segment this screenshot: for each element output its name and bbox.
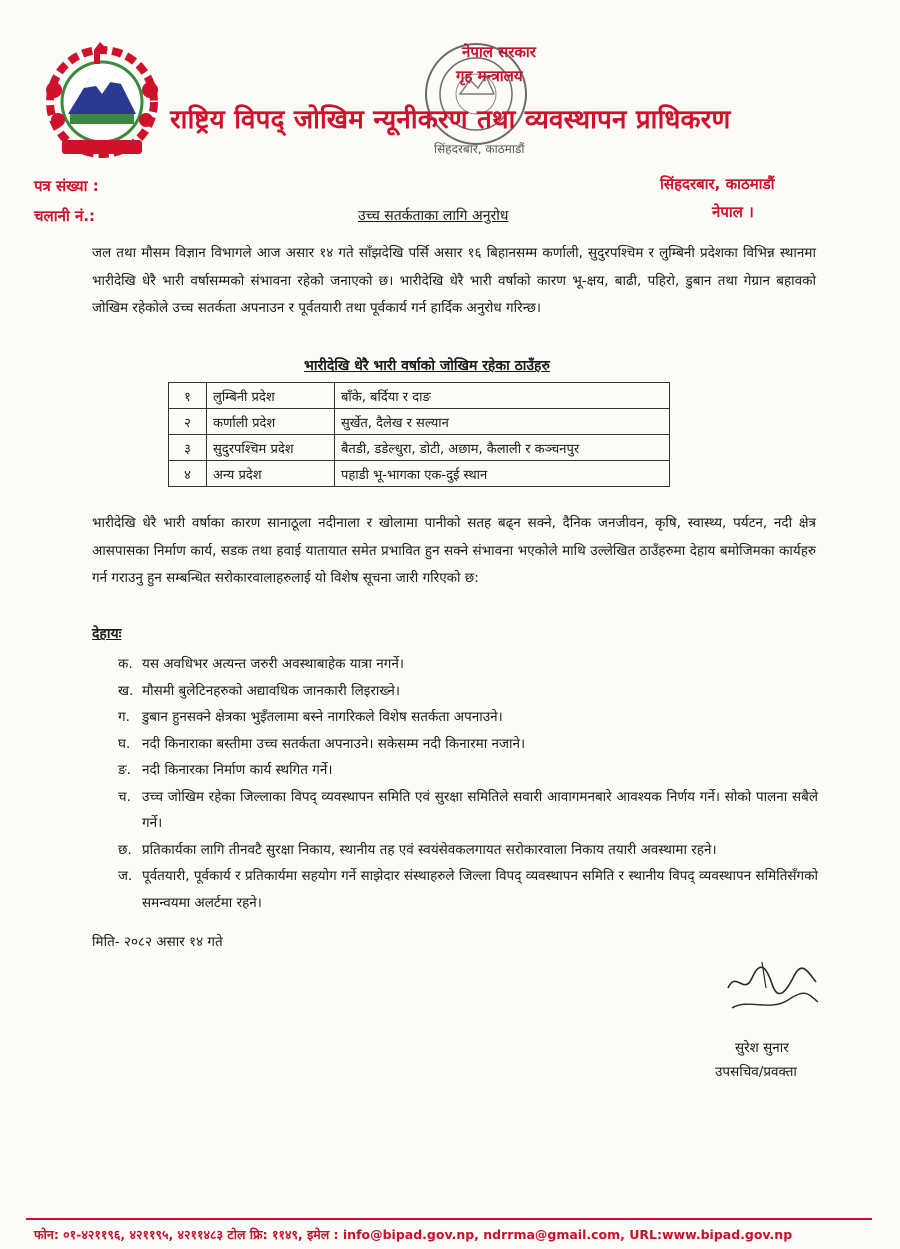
- table-cell-province: अन्य प्रदेश: [207, 461, 335, 487]
- list-item-marker: क.: [118, 656, 133, 672]
- table-cell-province: सुदुरपश्चिम प्रदेश: [207, 435, 335, 461]
- list-item-text: नदी किनारका निर्माण कार्य स्थगित गर्ने।: [142, 762, 333, 778]
- list-item: [118, 837, 818, 864]
- table-cell-province: कर्णाली प्रदेश: [207, 409, 335, 435]
- table-cell-places: बाँके, बर्दिया र दाङ: [335, 383, 670, 409]
- table-cell-sn: १: [169, 383, 207, 409]
- list-item-text: डुबान हुनसक्ने क्षेत्रका भुइँतलामा बस्ने नागरिकले विशेष सतर्कता अपनाउने।: [142, 709, 503, 725]
- stamp-address-text: सिंहदरबार, काठमाडौं: [434, 142, 525, 156]
- letterhead-title: राष्ट्रिय विपद् जोखिम न्यूनीकरण तथा व्यवस्थापन प्राधिकरण: [170, 105, 731, 135]
- table-row: [169, 409, 670, 435]
- subject-line: उच्च सतर्कताका लागि अनुरोध: [358, 208, 509, 224]
- table-cell-sn: ३: [169, 435, 207, 461]
- date-line: मिति- २०८२ असार १४ गते: [92, 934, 223, 950]
- list-item: [118, 757, 818, 784]
- table-row: [169, 461, 670, 487]
- list-item-marker: ग.: [118, 709, 130, 725]
- directive-list: [118, 651, 818, 916]
- table-cell-province: लुम्बिनी प्रदेश: [207, 383, 335, 409]
- list-item-text: उच्च जोखिम रहेका जिल्लाका विपद् व्यवस्थापन समिति एवं सुरक्षा समितिले सवारी आवागमनबारे आवश्यक निर्णय गर्ने। सोको पालना सबैले गर्ने।: [142, 788, 818, 831]
- footer-divider: [26, 1218, 872, 1220]
- handwritten-signature-icon: [722, 958, 822, 1020]
- stamp-govt-text: नेपाल सरकार: [462, 43, 536, 61]
- list-item-marker: ङ.: [118, 762, 131, 778]
- intro-paragraph: जल तथा मौसम विज्ञान विभागले आज असार १४ गते साँझदेखि पर्सि असार १६ बिहानसम्म कर्णाली, सुदुरपश्चिम र लुम्बिनी प्रदेशका विभिन्न स्थानमा भारीदेखि धेरै भारी वर्षासम्मको संभावना रहेको जनाएको छ। भारीदेखि धेरै भारी वर्षाको कारण भू-क्षय, बाढी, पहिरो, डुबान तथा गेग्रान बहावको जोखिम रहेकोले उच्च सतर्कता अपनाउन र पूर्वतयारी तथा पूर्वकार्य गर्न हार्दिक अनुरोध गरिन्छ।: [92, 245, 816, 316]
- dehaya-label: देहायः: [92, 626, 122, 642]
- address-line2: नेपाल ।: [712, 203, 754, 221]
- list-item-text: मौसमी बुलेटिनहरुको अद्यावधिक जानकारी लिइराख्ने।: [142, 682, 400, 699]
- list-item-marker: घ.: [118, 735, 131, 752]
- table-cell-sn: ४: [169, 461, 207, 487]
- patra-sankhya-label: पत्र संख्या :: [34, 177, 99, 195]
- table-cell-places: पहाडी भू-भागका एक-दुई स्थान: [335, 461, 670, 487]
- signatory-designation: उपसचिव/प्रवक्ता: [715, 1064, 797, 1080]
- list-item: [118, 651, 818, 678]
- list-item-marker: ज.: [118, 868, 133, 884]
- signatory-name: सुरेश सुनार: [735, 1040, 789, 1056]
- table-cell-places: बैतडी, डडेल्धुरा, डोटी, अछाम, कैलाली र कञ्चनपुर: [335, 435, 670, 461]
- risk-places-table: [168, 382, 670, 487]
- list-item-text: पूर्वतयारी, पूर्वकार्य र प्रतिकार्यमा सहयोग गर्ने साझेदार संस्थाहरुले जिल्ला विपद् व्यवस्थापन समिति र स्थानीय विपद् व्यवस्थापन समितिसँगको समन्वयमा अलर्टमा रहने।: [142, 868, 818, 911]
- second-paragraph: भारीदेखि धेरै भारी वर्षाका कारण सानाठूला नदीनाला र खोलामा पानीको सतह बढ्न सक्ने, दैनिक जनजीवन, कृषि, स्वास्थ्य, पर्यटन, नदी क्षेत्र आसपासका निर्माण कार्य, सडक तथा हवाई यातायात समेत प्रभावित हुन सक्ने संभावना भएकोले माथि उल्लेखित ठाउँहरुमा देहाय बमोजिमका कार्यहरु गर्न गराउनु हुन सम्बन्धित सरोकारवालाहरुलाई यो विशेष सूचना जारी गरिएको छ:: [92, 515, 816, 586]
- list-item-marker: च.: [118, 788, 131, 805]
- table-heading: भारीदेखि धेरै भारी वर्षाको जोखिम रहेका ठाउँहरु: [304, 358, 550, 374]
- table-cell-sn: २: [169, 409, 207, 435]
- address-line1: सिंहदरबार, काठमाडौं: [660, 175, 775, 193]
- list-item: [118, 863, 818, 916]
- list-item-text: प्रतिकार्यका लागि तीनवटै सुरक्षा निकाय, स्थानीय तह एवं स्वयंसेवकलगायत सरोकारवाला निकाय तयारी अवस्थामा रहने।: [142, 841, 717, 858]
- table-cell-places: सुर्खेत, दैलेख र सल्यान: [335, 409, 670, 435]
- stamp-ministry-text: गृह मन्त्रालय: [456, 67, 523, 85]
- list-item: [118, 678, 818, 705]
- list-item: [118, 731, 818, 758]
- list-item-marker: छ.: [118, 841, 132, 858]
- list-item-text: यस अवधिभर अत्यन्त जरुरी अवस्थाबाहेक यात्रा नगर्ने।: [142, 656, 404, 672]
- list-item: [118, 784, 818, 837]
- list-item: [118, 704, 818, 731]
- table-row: [169, 435, 670, 461]
- nepal-emblem-icon: [38, 40, 166, 162]
- footer-contact: फोन: ०१-४२११९६, ४२११९५, ४२११४८३ टोल फ्रि: ११४९, इमेल : info@bipad.gov.np, ndrrma@gmail.com, URL:www.bipad.gov.np: [34, 1227, 793, 1242]
- chalani-label: चलानी नं.:: [34, 207, 96, 225]
- table-row: [169, 383, 670, 409]
- list-item-marker: ख.: [118, 682, 134, 699]
- list-item-text: नदी किनाराका बस्तीमा उच्च सतर्कता अपनाउने। सकेसम्म नदी किनारमा नजाने।: [142, 735, 526, 752]
